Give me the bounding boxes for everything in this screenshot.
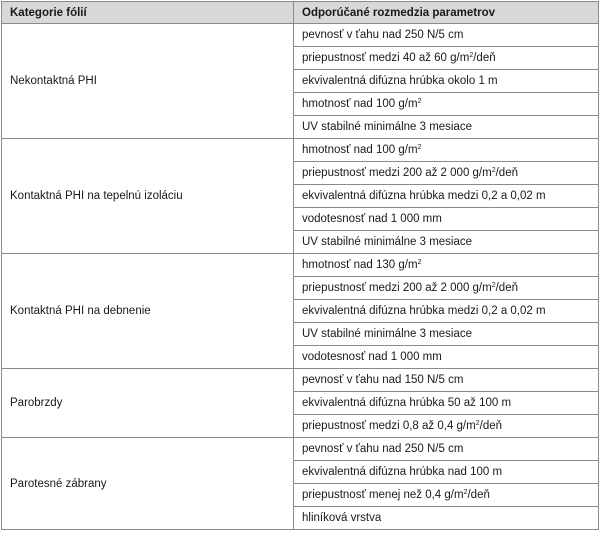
table-row: [2, 254, 599, 277]
parameter-cell: pevnosť v ťahu nad 250 N/5 cm: [294, 438, 599, 461]
parameter-cell: priepustnosť medzi 200 až 2 000 $g/m^2$/deň: [294, 162, 599, 185]
parameter-cell: hliníková vrstva: [294, 507, 599, 530]
table-row: [2, 438, 599, 461]
parameter-cell: ekvivalentná difúzna hrúbka 50 až 100 m: [294, 392, 599, 415]
category-cell: Nekontaktná PHI: [2, 24, 294, 139]
parameter-cell: ekvivalentná difúzna hrúbka medzi 0,2 a 0,02 m: [294, 185, 599, 208]
parameter-cell: vodotesnosť nad 1 000 mm: [294, 208, 599, 231]
parameter-cell: ekvivalentná difúzna hrúbka okolo 1 m: [294, 70, 599, 93]
parameter-cell: hmotnosť nad 100 $g/m^2$: [294, 93, 599, 116]
parameter-cell: priepustnosť medzi 40 až 60 $g/m^2$/deň: [294, 47, 599, 70]
table-row: [2, 139, 599, 162]
table-body: [2, 24, 599, 530]
category-cell: Kontaktná PHI na debnenie: [2, 254, 294, 369]
table-row: [2, 369, 599, 392]
header-category: Kategorie fólií: [2, 2, 294, 24]
parameter-cell: UV stabilné minimálne 3 mesiace: [294, 323, 599, 346]
parameter-cell: UV stabilné minimálne 3 mesiace: [294, 231, 599, 254]
category-cell: Kontaktná PHI na tepelnú izoláciu: [2, 139, 294, 254]
parameter-cell: priepustnosť medzi 0,8 až 0,4 $g/m^2$/deň: [294, 415, 599, 438]
parameter-cell: pevnosť v ťahu nad 150 N/5 cm: [294, 369, 599, 392]
category-cell: Parobrzdy: [2, 369, 294, 438]
parameter-cell: priepustnosť menej než 0,4 $g/m^2$/deň: [294, 484, 599, 507]
parameter-cell: pevnosť v ťahu nad 250 N/5 cm: [294, 24, 599, 47]
parameter-cell: UV stabilné minimálne 3 mesiace: [294, 116, 599, 139]
parameter-cell: ekvivalentná difúzna hrúbka nad 100 m: [294, 461, 599, 484]
parameter-cell: hmotnosť nad 100 $g/m^2$: [294, 139, 599, 162]
parameter-cell: vodotesnosť nad 1 000 mm: [294, 346, 599, 369]
parameter-cell: hmotnosť nad 130 $g/m^2$: [294, 254, 599, 277]
table-row: [2, 24, 599, 47]
header-row: [2, 2, 599, 24]
parameters-table: [1, 1, 599, 530]
parameter-cell: priepustnosť medzi 200 až 2 000 $g/m^2$/deň: [294, 277, 599, 300]
category-cell: Parotesné zábrany: [2, 438, 294, 530]
header-parameters: Odporúčané rozmedzia parametrov: [294, 2, 599, 24]
parameter-cell: ekvivalentná difúzna hrúbka medzi 0,2 a 0,02 m: [294, 300, 599, 323]
